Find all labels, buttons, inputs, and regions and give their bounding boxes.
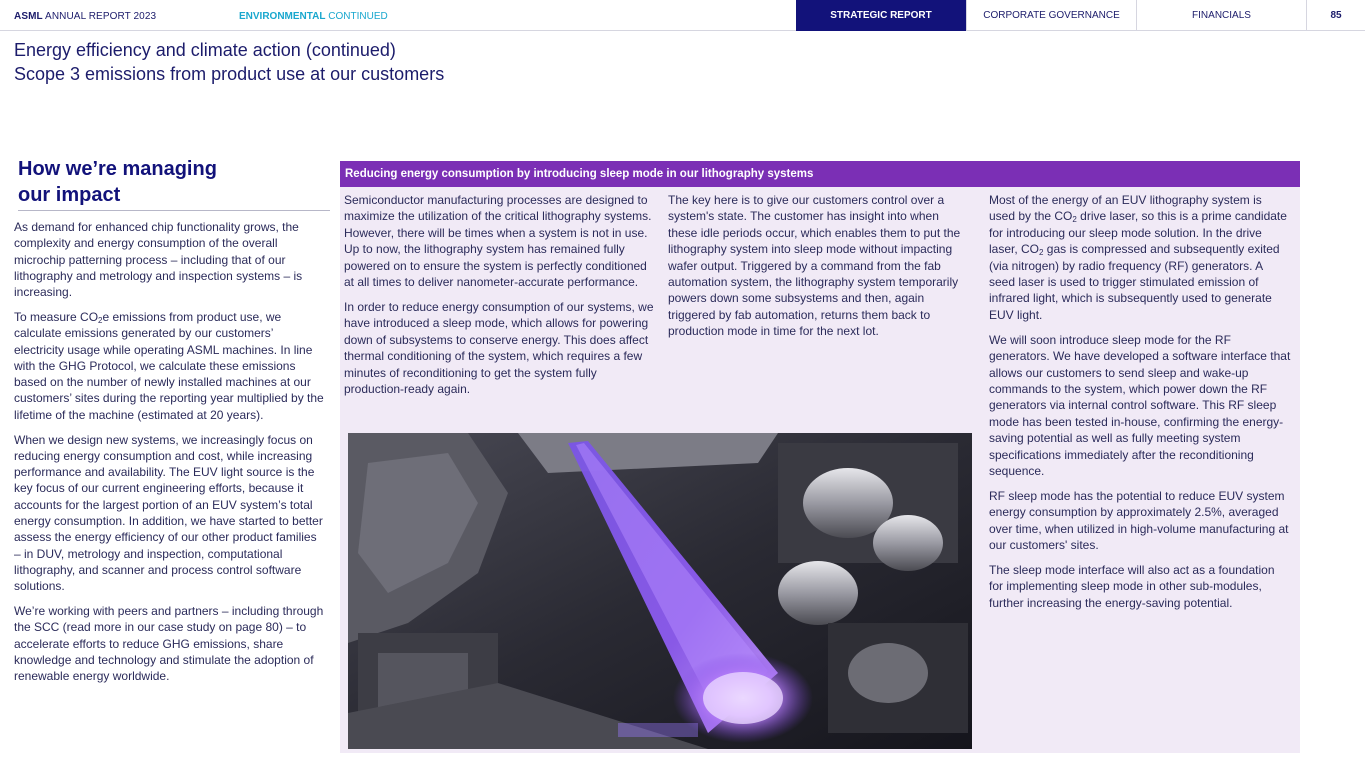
report-brand[interactable] [14, 11, 156, 22]
left-paragraph-2 [14, 309, 324, 423]
panel-paragraph: RF sleep mode has the potential to reduce EUV system energy consumption by approximately 2.5%, averaged over time, when utilized in high-volume manufacturing at our customers' sites. [989, 488, 1289, 553]
subscript: 2 [1072, 215, 1077, 225]
left-paragraph-1: As demand for enhanced chip functionality grows, the complexity and energy consumption of the overall microchip patterning process – including that of our lithography and metrology and inspection systems – is increasing. [14, 220, 303, 300]
euv-illustration [348, 433, 972, 749]
subscript: 2 [98, 315, 103, 325]
left-body [14, 219, 324, 693]
page-title [14, 38, 444, 86]
panel-header: Reducing energy consumption by introducing sleep mode in our lithography systems [340, 161, 1300, 187]
panel-column-1 [344, 192, 654, 406]
text-run: Most of the energy of an EUV lithography system is used by the CO [989, 193, 1262, 224]
panel-column-3 [989, 192, 1291, 620]
panel-paragraph: The sleep mode interface will also act as a foundation for implementing sleep mode in other sub-modules, further increasing the energy-saving potential. [989, 563, 1275, 610]
panel-paragraph: In order to reduce energy consumption of our systems, we have introduced a sleep mode, which allows for powering down of subsystems to conserve energy. This does affect thermal conditioning of the system, which requires a few minutes of reconditioning to get the system fully production-ready again. [344, 299, 654, 396]
nav-strategic-report[interactable]: STRATEGIC REPORT [796, 0, 966, 31]
left-paragraph-3: When we design new systems, we increasingly focus on reducing energy consumption and cost, while increasing performance and availability. The EUV light source is the key focus of our current engineering efforts, because it accounts for the largest portion of an EUV system’s total energy consumption. In addition, we have started to better assess the energy efficiency of our other product families – in DUV, metrology and inspection, computational lithography, and scanner and process control software solutions. [14, 432, 323, 594]
page-number: 85 [1306, 0, 1365, 31]
report-name: ANNUAL REPORT 2023 [42, 11, 157, 22]
subscript: 2 [1039, 248, 1044, 258]
nav-corporate-governance[interactable]: CORPORATE GOVERNANCE [966, 0, 1136, 31]
left-heading-line1: How we’re managing [18, 158, 217, 180]
panel-column-2 [668, 192, 970, 348]
brand-name: ASML [14, 11, 43, 22]
page-subtitle: Scope 3 emissions from product use at our customers [14, 64, 445, 84]
panel-paragraph [989, 192, 1291, 323]
page-title-line1: Energy efficiency and climate action (continued) [14, 40, 396, 60]
nav-financials[interactable]: FINANCIALS [1136, 0, 1306, 31]
text-run: e emissions from product use, we calculate emissions generated by our customers’ electricity usage while operating ASML machines. In line with the GHG Protocol, we calculate these emissions based on the number of newly installed machines at our customers’ sites during the reporting year multiplied by the lifetime of the machine (estimated at 20 years). [14, 309, 324, 422]
left-paragraph-4: We’re working with peers and partners – including through the SCC (read more in our case study on page 80) – to accelerate efforts to reduce GHG emissions, share knowledge and technology and stimulate the adoption of renewable energy worldwide. [14, 604, 324, 684]
panel-paragraph: The key here is to give our customers control over a system's state. The customer has insight into when these idle periods occur, which enables them to put the lithography system into sleep mode without impacting wafer output. Triggered by a command from the fab automation system, the lithography system temporarily powers down some subsystems and then, again triggered by fab automation, returns them back to production mode in time for the next lot. [668, 193, 961, 339]
section-tag[interactable] [239, 11, 388, 22]
section-continued: CONTINUED [325, 11, 388, 22]
left-heading-line2: our impact [18, 184, 121, 206]
panel-paragraph: Semiconductor manufacturing processes are designed to maximize the utilization of the critical lithography systems. However, there will be times when a system is not in use. Up to now, the lithography system has remained fully powered on to ensure the system is perfectly conditioned at all times to deliver nanometer-accurate performance. [344, 193, 652, 290]
text-run: gas is compressed and subsequently exited (via nitrogen) by radio frequency (RF) generators. A seed laser is used to trigger stimulated emission of infrared light, which is subsequently used to generate EUV light. [989, 242, 1280, 322]
top-bar [0, 0, 1365, 31]
text-run: To measure CO [14, 309, 99, 324]
left-heading [18, 156, 330, 211]
euv-light-source-photo [348, 433, 972, 749]
section-name: ENVIRONMENTAL [239, 11, 326, 22]
panel-paragraph: We will soon introduce sleep mode for the RF generators. We have developed a software interface that allows our customers to send sleep and wake-up commands to the system, which power down the RF generators via internal control software. This RF sleep mode has been tested in-house, confirming the energy-saving potential as well as fully meeting system specifications immediately after the reconditioning sequence. [989, 332, 1291, 478]
case-study-panel [340, 161, 1300, 753]
text-run: drive laser, so this is a prime candidate for introducing our sleep mode solution. In the drive laser, CO [989, 209, 1287, 257]
